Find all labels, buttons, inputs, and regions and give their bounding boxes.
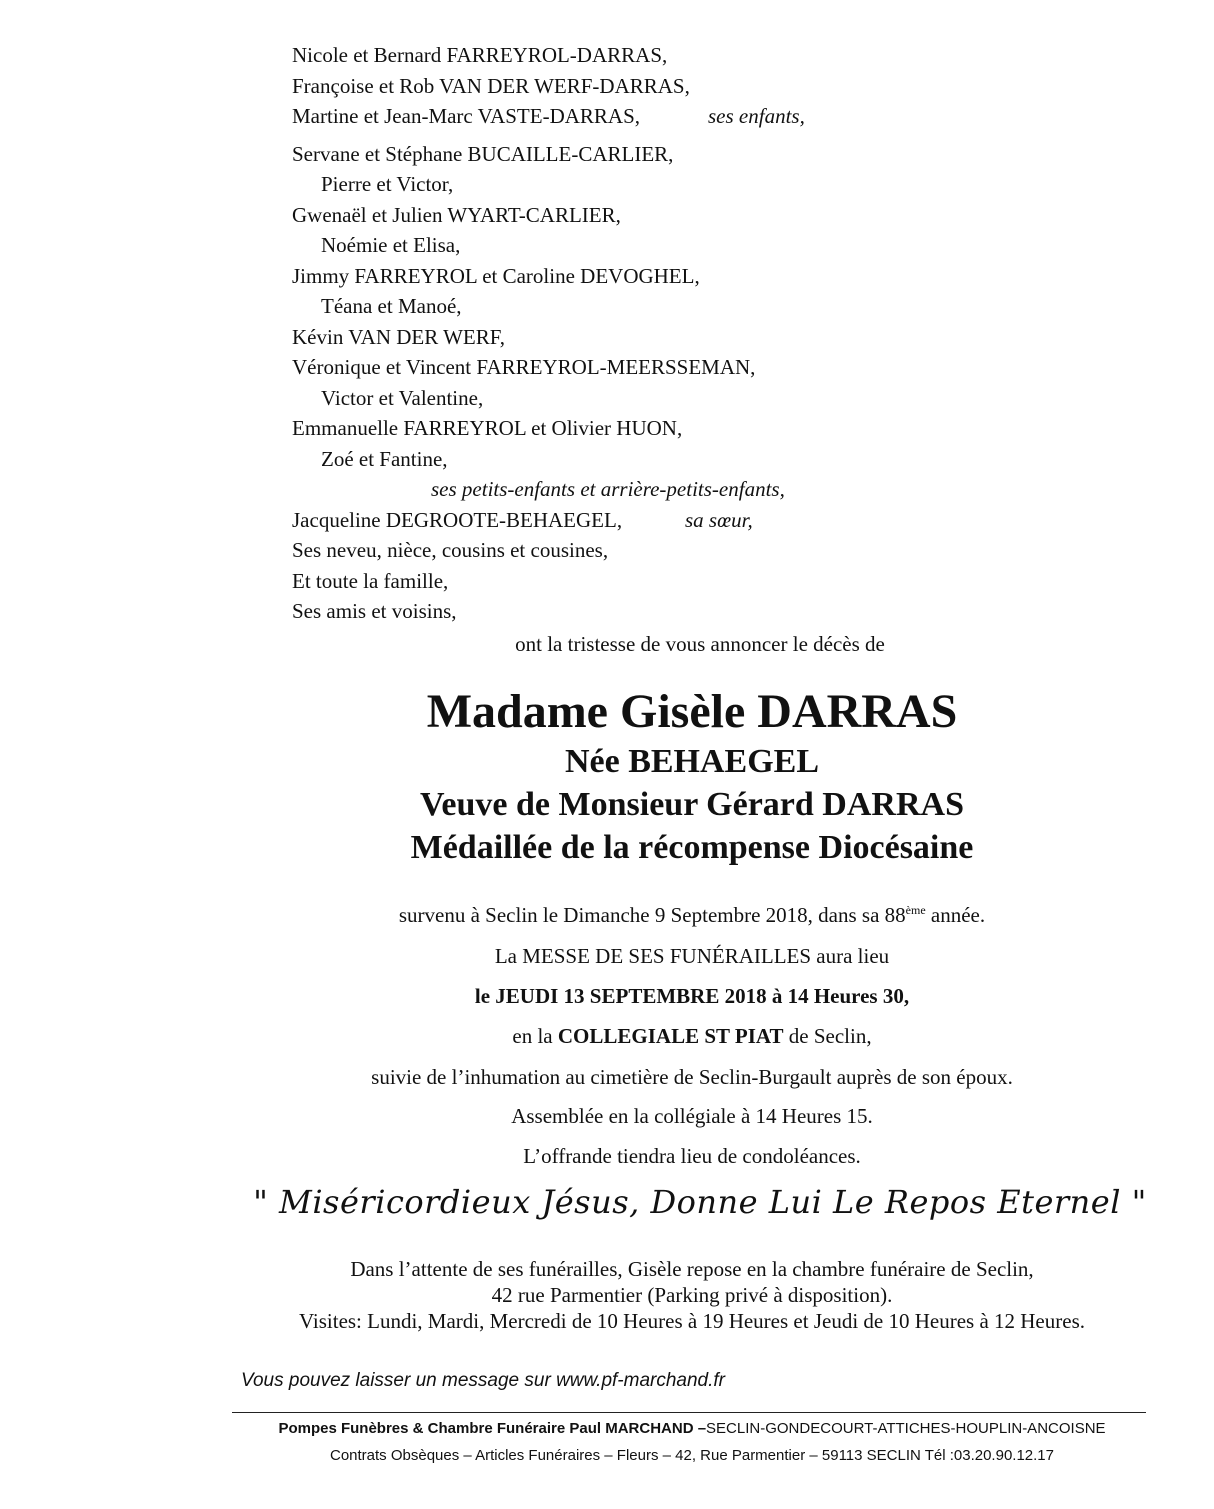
company-locations: SECLIN-GONDECOURT-ATTICHES-HOUPLIN-ANCOISNE [706,1420,1106,1437]
widow-of: Veuve de Monsieur Gérard DARRAS [420,786,964,823]
place-text: en la [512,1024,558,1048]
birth-name: Née BEHAEGEL [564,743,820,780]
family-line: Emmanuelle FARREYROL et Olivier HUON, [292,416,683,440]
company-line [85,1420,1214,1437]
offering-info: L’offrande tiendra lieu de condoléances. [523,1144,861,1168]
burial-info: suivie de l’inhumation au cimetière de Seclin-Burgault auprès de son époux. [371,1065,1013,1089]
family-line-text: Martine et Jean-Marc VASTE-DARRAS, [292,104,641,128]
contact-line: Contrats Obsèques – Articles Funéraires – Fleurs – 42, Rue Parmentier – 59113 SECLIN Tél :03.20.90.12.17 [329,1447,1054,1464]
family-line: Servane et Stéphane BUCAILLE-CARLIER, [292,141,674,166]
funeral-date: le JEUDI 13 SEPTEMBRE 2018 à 14 Heures 30, [474,984,910,1008]
company-name: Pompes Funèbres & Chambre Funéraire Paul MARCHAND – [278,1420,707,1437]
family-line: Gwenaël et Julien WYART-CARLIER, [292,202,621,227]
family-line: Jimmy FARREYROL et Caroline DEVOGHEL, [292,263,700,288]
visit-line: Dans l’attente de ses funérailles, Gisèle repose en la chambre funéraire de Seclin, [350,1257,1034,1281]
mass-announcement: La MESSE DE SES FUNÉRAILLES aura lieu [494,944,890,968]
family-list [292,40,805,627]
place-text-end: de Seclin, [783,1024,872,1048]
footer-divider [232,1412,1146,1413]
announcement: ont la tristesse de vous annoncer le décès de [515,632,885,656]
deceased-name: Madame Gisèle DARRAS [426,685,958,738]
death-details [85,903,1214,928]
death-text: survenu à Seclin le Dimanche 9 Septembre 2018, dans sa 88 [398,903,906,927]
family-line: Et toute la famille, [292,568,449,593]
family-line: Pierre et Victor, [321,172,454,196]
children-tag: ses enfants, [708,104,805,128]
ordinal-suffix: ème [905,903,926,917]
death-text-end: année. [925,903,986,927]
family-line: Zoé et Fantine, [321,446,448,471]
family-line [292,101,805,132]
family-line: Victor et Valentine, [321,385,484,410]
family-line-text: Jacqueline DEGROOTE-BEHAEGEL, [292,507,623,532]
sister-tag: sa sœur, [685,507,753,532]
family-line: Téana et Manoé, [321,294,462,318]
family-line: Ses neveu, nièce, cousins et cousines, [292,538,609,562]
prayer-quote: " Miséricordieux Jésus, Donne Lui Le Repos Eternel " [253,1183,1147,1221]
visit-info [85,1256,1214,1334]
website-message: Vous pouvez laisser un message sur www.pf-marchand.fr [241,1370,726,1391]
visit-line: Visites: Lundi, Mardi, Mercredi de 10 Heures à 19 Heures et Jeudi de 10 Heures à 12 Heures. [298,1309,1085,1333]
medal: Médaillée de la récompense Diocésaine [410,829,974,866]
grandchildren-tag: ses petits-enfants et arrière-petits-enfants, [431,477,785,501]
family-line: Véronique et Vincent FARREYROL-MEERSSEMAN, [292,355,756,379]
place-name: COLLEGIALE ST PIAT [557,1024,784,1048]
family-line: Nicole et Bernard FARREYROL-DARRAS, [292,43,668,67]
family-line: Noémie et Elisa, [321,233,461,257]
family-line [292,505,785,536]
family-line: Kévin VAN DER WERF, [292,324,506,349]
assembly-info: Assemblée en la collégiale à 14 Heures 15. [511,1104,873,1128]
visit-line: 42 rue Parmentier (Parking privé à disposition). [491,1283,893,1307]
funeral-place [85,1024,1214,1049]
family-line: Ses amis et voisins, [292,599,457,623]
family-line: Françoise et Rob VAN DER WERF-DARRAS, [292,73,690,98]
